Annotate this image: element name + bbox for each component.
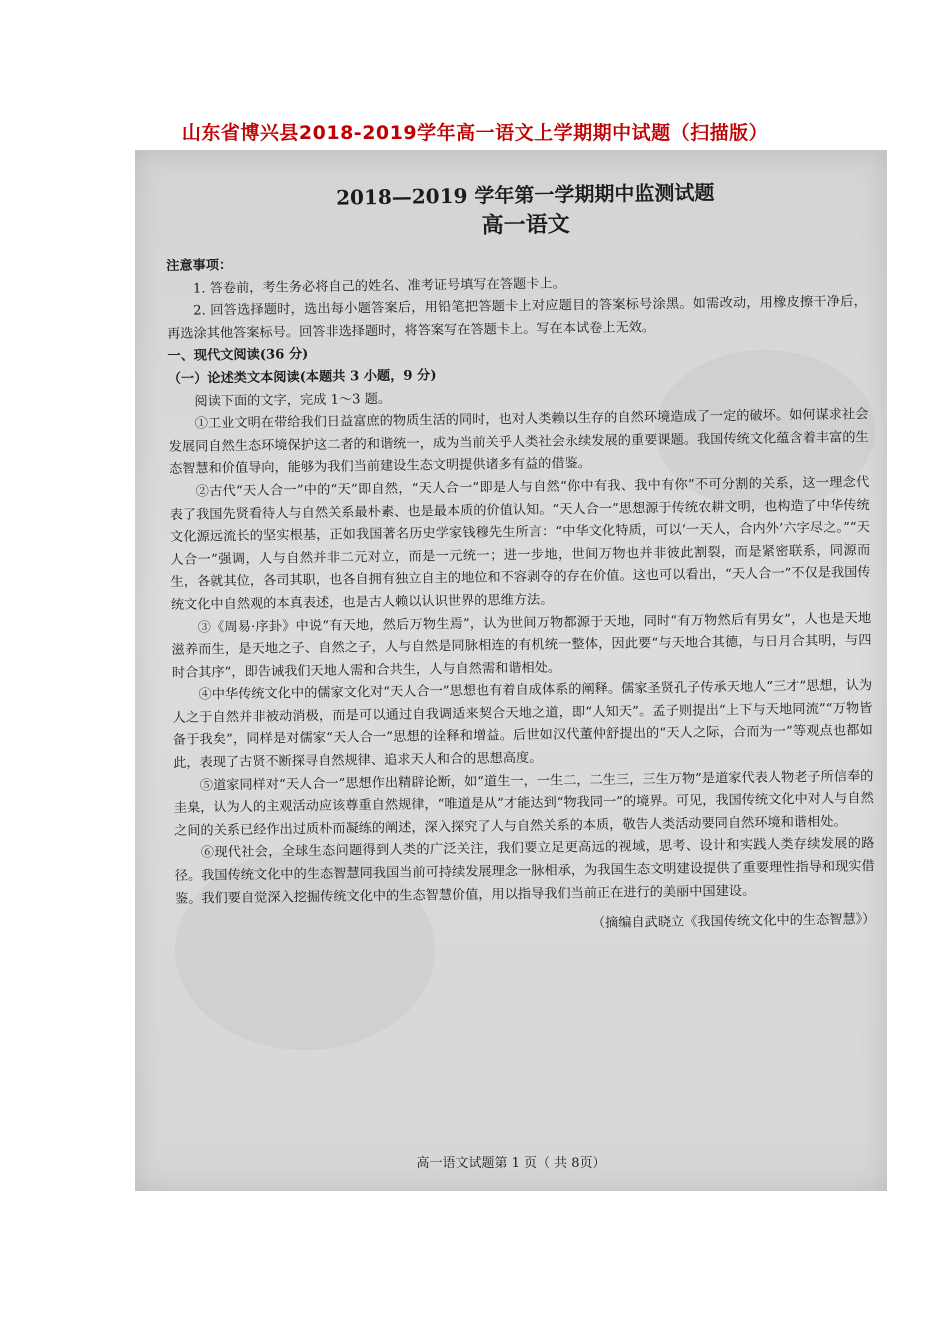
scanned-exam-page: [135, 150, 887, 1191]
passage-paragraph-1: ①工业文明在带给我们日益富庶的物质生活的同时，也对人类赖以生存的自然环境造成了一定的破坏。如何谋求社会发展同自然生态环境保护这二者的和谐统一，成为当前关乎人类社会永续发展的重要课题。我国传统文化蕴含着丰富的生态智慧和价值导向，能够为我们当前建设生态文明提供诸多有益的借鉴。: [168, 407, 869, 478]
passage-paragraph-3: ③《周易·序卦》中说“有天地，然后万物生焉”，认为世间万物都源于天地，同时“有万物然后有男女”，人也是天地滋养而生，是天地之子、自然之子，人与自然是同脉相连的有机统一整体，因此要“与天地合其德，与日月合其明，与四时合其序”，即告诫我们天地人需和合共生，人与自然需和谐相处。: [171, 610, 872, 681]
page-footer: 高一语文试题第 1 页（ 共 8页）: [416, 1156, 606, 1171]
passage-paragraph-5: ⑤道家同样对“天人合一”思想作出精辟论断，如“道生一，一生二，二生三，三生万物”是道家代表人物老子所信奉的圭臬，认为人的主观活动应该尊重自然规律，“唯道是从”才能达到“物我同一”的境界。可见，我国传统文化中对人与自然之间的关系已经作出过质朴而凝练的阐述，深入探究了人与自然关系的本质，敬告人类活动要同自然环境和谐相处。: [173, 768, 874, 839]
reading-instruction: 阅读下面的文字，完成 1～3 题。: [194, 391, 392, 410]
notice-item-1: 1. 答卷前，考生务必将自己的姓名、准考证号填写在答题卡上。: [192, 276, 566, 297]
passage-paragraph-6: ⑥现代社会，全球生态问题得到人类的广泛关注，我们要立足更高远的视域，思考、设计和实践人类存续发展的路径。我国传统文化中的生态智慧同我国当前可持续发展理念一脉相承，为我国生态文明建设提供了重要理性指导和现实借鉴。我们要自觉深入挖掘传统文化中的生态智慧价值，用以指导我们当前正在进行的美丽中国建设。: [174, 836, 875, 907]
exam-title: 2018—2019 学年第一学期期中监测试题: [335, 180, 715, 210]
exam-content: [165, 170, 876, 942]
exam-subject: 高一语文: [481, 211, 570, 239]
document-title: 山东省博兴县2018-2019学年高一语文上学期期中试题（扫描版）: [181, 122, 769, 144]
notice-item-2: 2. 回答选择题时，选出每小题答案后，用铅笔把答题卡上对应题目的答案标号涂黑。如需改动，用橡皮擦干净后，再选涂其他答案标号。回答非选择题时，将答案写在答题卡上。写在本试卷上无效。: [167, 294, 867, 342]
passage-paragraph-2: ②古代“天人合一”中的“天”即自然，“天人合一”即是人与自然“你中有我、我中有你”不可分割的关系，这一理念代表了我国先贤看待人与自然关系最朴素、也是最本质的价值认知。“天人合一”思想源于传统农耕文明，也构造了中华传统文化源远流长的坚实根基，正如我国著名历史学家钱穆先生所言：“中华文化特质，可以‘一天人，合内外’六字尽之。”“天人合一”强调，人与自然并非二元对立，而是一元统一；进一步地，世间万物也并非彼此割裂，而是紧密联系，同源而生，各就其位，各司其职，也各自拥有独立自主的地位和不容剥夺的存在价值。这也可以看出，“天人合一”不仅是我国传统文化中自然观的本真表述，也是古人赖以认识世界的思维方法。: [169, 475, 871, 613]
notice-heading: 注意事项：: [166, 258, 233, 274]
passage-source: （摘编自武晓立《我国传统文化中的生态智慧》）: [591, 912, 876, 932]
passage-paragraph-4: ④中华传统文化中的儒家文化对“天人合一”思想也有着自成体系的阐释。儒家圣贤孔子传承天地人“三才”思想，认为人之于自然并非被动消极，而是可以通过自我调适来契合天地之道，即“人知天”。孟子则提出“上下与天地同流”“万物皆备于我矣”，同样是对儒家“天人合一”思想的诠释和增益。后世如汉代董仲舒提出的“天人之际，合而为一”等观点也都如此，表现了古贤不断探寻自然规律、追求天人和合的思想高度。: [172, 678, 873, 772]
subsection-heading: （一）论述类文本阅读(本题共 3 小题，9 分): [167, 368, 437, 387]
section-heading: 一、现代文阅读(36 分): [167, 347, 309, 365]
